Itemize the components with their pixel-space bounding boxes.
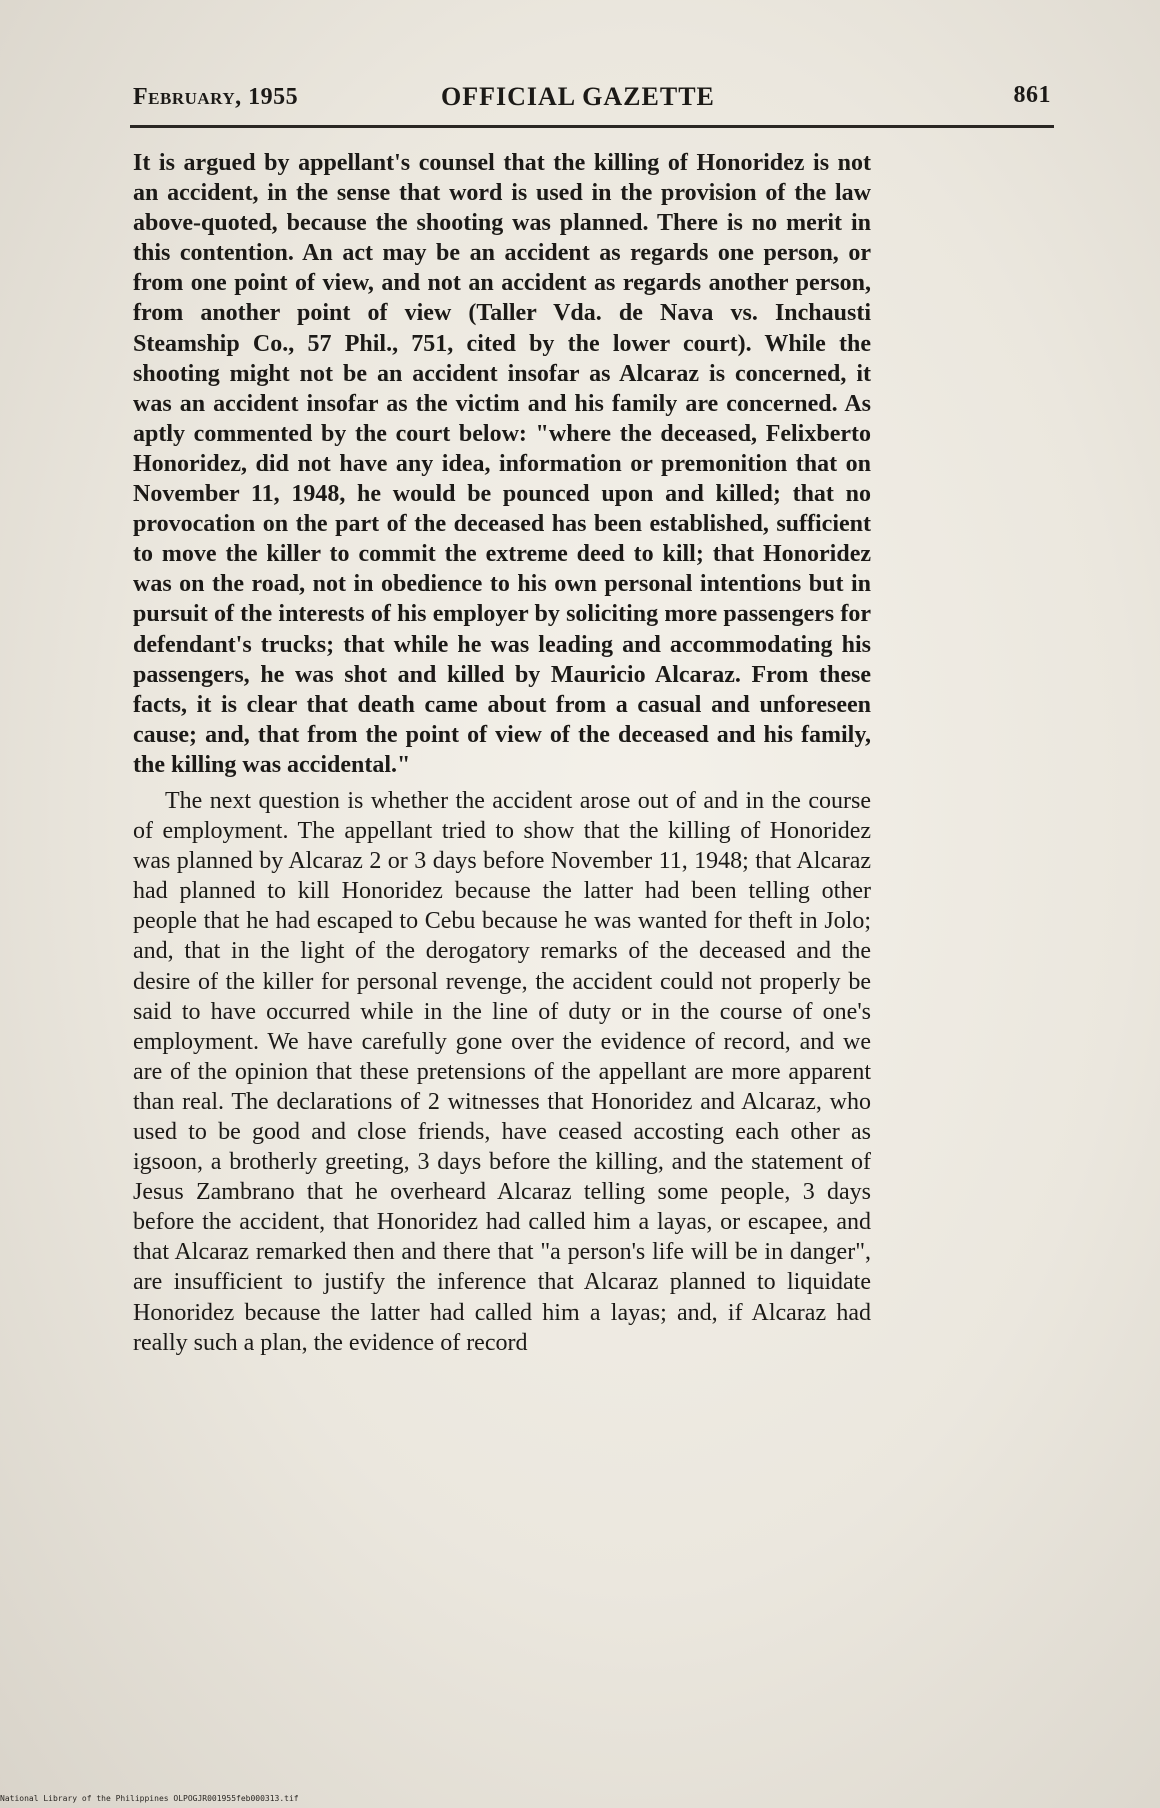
page-number: 861 <box>1013 82 1051 108</box>
header-date: February, 1955 <box>133 84 299 110</box>
paragraph-1: It is argued by appellant's counsel that the killing of Honoridez is not an accident, in the sense that word is used in the provision of the law above-quoted, because the shooting was planned. There is no merit in this contention. An act may be an accident as regards one person, or from one point of view, and not an accident as regards another person, from another point of view (Taller Vda. de Nava vs. Inchausti Steamship Co., 57 Phil., 751, cited by the lower court). While the shooting might not be an accident insofar as Alcaraz is concerned, it was an accident insofar as the victim and his family are concerned. As aptly commented by the court below: "where the deceased, Felixberto Honoridez, did not have any idea, information or premonition that on November 11, 1948, he would be pounced upon and killed; that no provocation on the part of the deceased has been established, sufficient to move the killer to commit the extreme deed to kill; that Honoridez was on the road, not in obedience to his own personal intentions but in pursuit of the interests of his employer by soliciting more passengers for defendant's trucks; that while he was leading and accommodating his passengers, he was shot and killed by Mauricio Alcaraz. From these facts, it is clear that death came about from a casual and unforeseen cause; and, that from the point of view of the deceased and his family, the killing was accidental." <box>133 150 871 778</box>
header-rule <box>130 125 1054 128</box>
article-body <box>133 148 871 1358</box>
paragraph-2: The next question is whether the accident arose out of and in the course of employment. The appellant tried to show that the killing of Honoridez was planned by Alcaraz 2 or 3 days before November 11, 1948; that Alcaraz had planned to kill Honoridez because the latter had been telling other people that he had escaped to Cebu because he was wanted for theft in Jolo; and, that in the light of the derogatory remarks of the deceased and the desire of the killer for personal revenge, the accident could not properly be said to have occurred while in the line of duty or in the course of one's employment. We have carefully gone over the evidence of record, and we are of the opinion that these pretensions of the appellant are more apparent than real. The declarations of 2 witnesses that Honoridez and Alcaraz, who used to be good and close friends, have ceased accosting each other as igsoon, a brotherly greeting, 3 days before the killing, and the statement of Jesus Zambrano that he overheard Alcaraz telling some people, 3 days before the accident, that Honoridez had called him a layas, or escapee, and that Alcaraz remarked then and there that "a person's life will be in danger", are insufficient to justify the inference that Alcaraz planned to liquidate Honoridez because the latter had called him a layas; and, if Alcaraz had really such a plan, the evidence of record <box>133 787 871 1356</box>
scan-footer: National Library of the Philippines OLPOGJR001955feb000313.tif <box>0 1794 299 1803</box>
header-publication: OFFICIAL GAZETTE <box>441 82 715 111</box>
running-header <box>133 80 1051 116</box>
